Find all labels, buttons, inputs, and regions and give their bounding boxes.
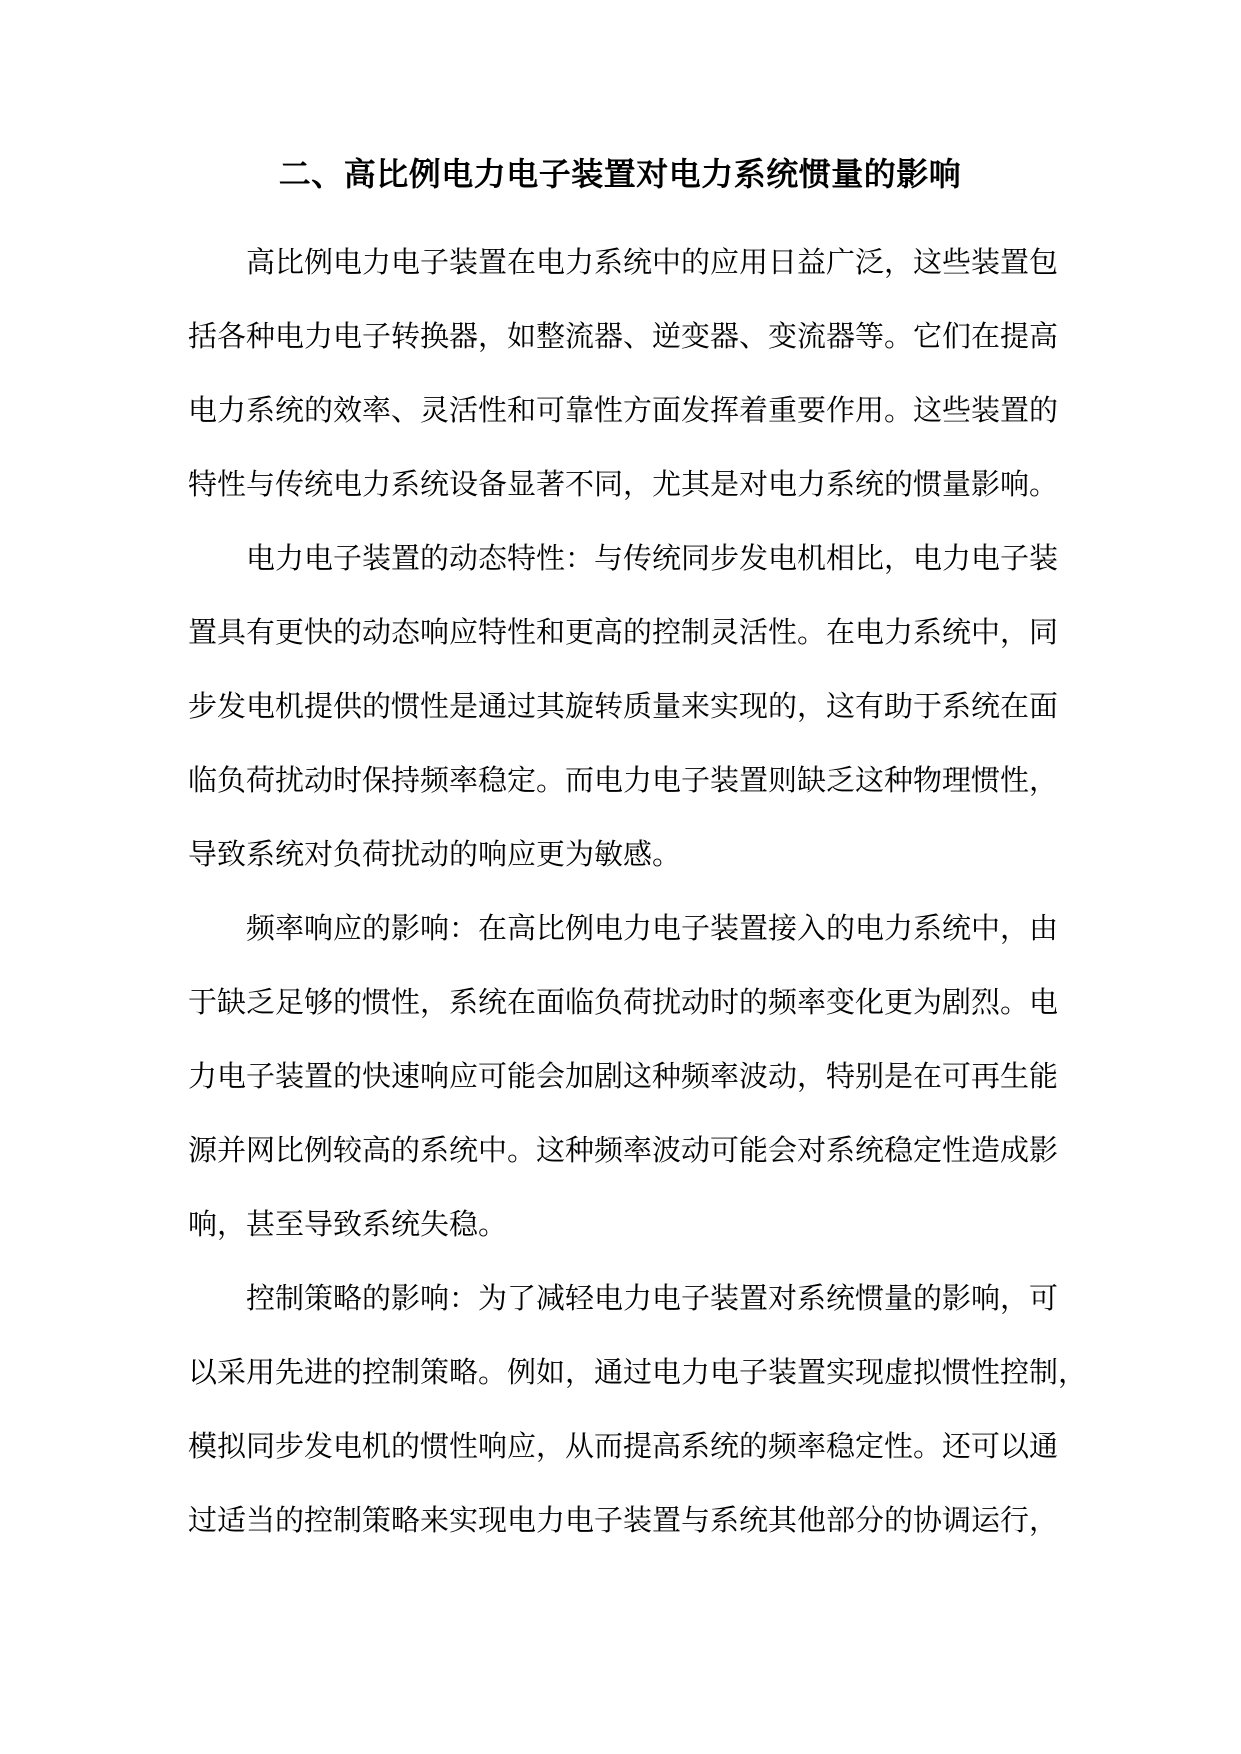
paragraph-intro	[188, 225, 1059, 521]
text-line: 置具有更快的动态响应特性和更高的控制灵活性。在电力系统中，同	[188, 615, 1059, 649]
text-line: 电力系统的效率、灵活性和可靠性方面发挥着重要作用。这些装置的	[188, 393, 1059, 427]
text-line: 控制策略的影响：为了减轻电力电子装置对系统惯量的影响，可	[246, 1281, 1059, 1315]
text-line: 导致系统对负荷扰动的响应更为敏感。	[188, 837, 682, 871]
text-line: 于缺乏足够的惯性，系统在面临负荷扰动时的频率变化更为剧烈。电	[188, 985, 1059, 1019]
paragraph-dynamic-characteristics	[188, 521, 1059, 891]
text-line: 过适当的控制策略来实现电力电子装置与系统其他部分的协调运行，	[188, 1503, 1059, 1537]
text-line: 括各种电力电子转换器，如整流器、逆变器、变流器等。它们在提高	[188, 319, 1059, 353]
text-line: 临负荷扰动时保持频率稳定。而电力电子装置则缺乏这种物理惯性，	[188, 763, 1059, 797]
paragraph-control-strategy	[188, 1261, 1088, 1557]
text-line: 模拟同步发电机的惯性响应，从而提高系统的频率稳定性。还可以通	[188, 1429, 1059, 1463]
section-heading: 二、高比例电力电子装置对电力系统惯量的影响	[278, 155, 962, 193]
body-text	[188, 225, 1088, 1557]
text-line: 力电子装置的快速响应可能会加剧这种频率波动，特别是在可再生能	[188, 1059, 1059, 1093]
text-line: 特性与传统电力系统设备显著不同，尤其是对电力系统的惯量影响。	[188, 467, 1059, 501]
text-line: 源并网比例较高的系统中。这种频率波动可能会对系统稳定性造成影	[188, 1133, 1059, 1167]
text-line: 频率响应的影响：在高比例电力电子装置接入的电力系统中，由	[246, 911, 1059, 945]
text-line: 电力电子装置的动态特性：与传统同步发电机相比，电力电子装	[246, 541, 1059, 575]
text-line: 响，甚至导致系统失稳。	[188, 1207, 508, 1241]
text-line: 步发电机提供的惯性是通过其旋转质量来实现的，这有助于系统在面	[188, 689, 1059, 723]
paragraph-frequency-response	[188, 891, 1059, 1261]
text-line: 以采用先进的控制策略。例如，通过电力电子装置实现虚拟惯性控制，	[188, 1355, 1088, 1389]
text-line: 高比例电力电子装置在电力系统中的应用日益广泛，这些装置包	[246, 245, 1059, 279]
